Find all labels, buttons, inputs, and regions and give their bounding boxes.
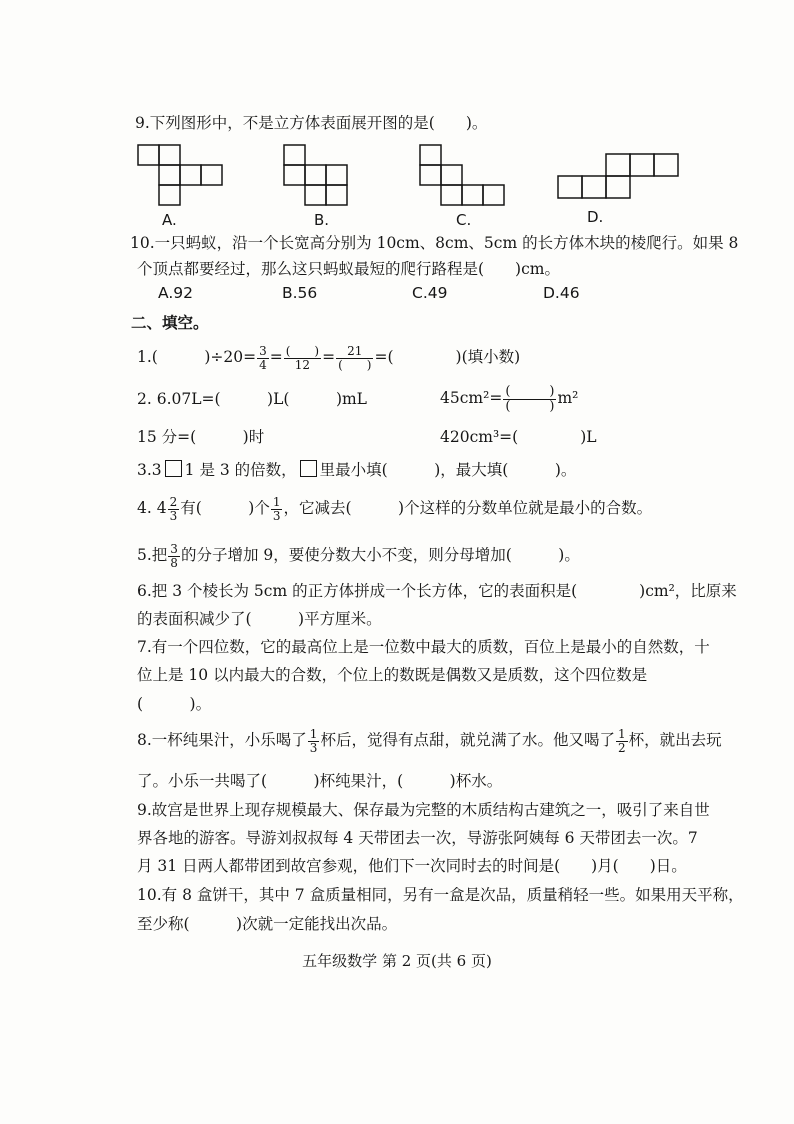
fill-4-mid: 有( )个 xyxy=(180,499,270,518)
fill-8-line2: 了。小乐一共喝了( )杯纯果汁，( )杯水。 xyxy=(137,772,503,790)
fill-5-post: 的分子增加 9，要使分数大小不变，则分母增加( )。 xyxy=(180,546,580,565)
fill-1-start: 1.( )÷20= xyxy=(137,348,257,367)
fill-8-mid: 杯后，觉得有点甜，就兑满了水。他又喝了 xyxy=(320,731,615,750)
fill-2b-pre: 45cm²= xyxy=(440,389,503,408)
fill-3-mid1: 1 是 3 的倍数， xyxy=(184,461,297,479)
fill-4-post: ，它减去( )个这样的分数单位就是最小的合数。 xyxy=(283,499,653,518)
q10-option-a: A.92 xyxy=(158,284,193,302)
fill-2d: 420cm³=( )L xyxy=(440,428,597,446)
fill-9-line2: 界各地的游客。导游刘叔叔每 4 天带团去一次，导游张阿姨每 6 天带团去一次。7 xyxy=(137,829,698,847)
option-c-label: C. xyxy=(456,211,472,229)
blank-box xyxy=(165,460,182,477)
fill-6-line1: 6.把 3 个棱长为 5cm 的正方体拼成一个长方体，它的表面积是( )cm²，比原来 xyxy=(137,582,737,600)
q10-option-b: B.56 xyxy=(282,284,318,302)
fill-2b-frac-den: ( ) xyxy=(505,398,555,414)
option-a-label: A. xyxy=(162,211,177,229)
q10-line1: 10.一只蚂蚁，沿一个长宽高分别为 10cm、8cm、5cm 的长方体木块的棱爬行。如果 8 xyxy=(130,234,739,252)
fill-3 xyxy=(137,460,576,479)
fill-4-frac1-den: 3 xyxy=(169,508,178,523)
fill-5-frac-num: 3 xyxy=(170,542,178,556)
fill-8-line1 xyxy=(137,728,722,754)
fill-4-frac1-num: 2 xyxy=(169,495,178,509)
fill-8-post: 杯，就出去玩 xyxy=(628,731,722,750)
section-2-heading: 二、填空。 xyxy=(131,314,209,332)
fill-4 xyxy=(137,496,652,522)
fill-5-frac-3-8 xyxy=(168,543,180,569)
fill-7-line2: 位上是 10 以内最大的合数，个位上的数既是偶数又是质数，这个四位数是 xyxy=(137,666,648,684)
fill-7-line3: ( )。 xyxy=(137,695,212,713)
fill-5-pre: 5.把 xyxy=(137,546,168,565)
fill-8-frac2-num: 1 xyxy=(617,727,626,741)
option-d-label: D. xyxy=(587,208,604,226)
fill-2b-unit: m² xyxy=(557,389,579,408)
fill-8-frac1-den: 3 xyxy=(309,740,318,755)
fill-1-frac1-den: 4 xyxy=(259,357,267,372)
fill-8-frac2-den: 2 xyxy=(617,740,626,755)
fill-2b-frac-num: ( ) xyxy=(505,384,555,399)
option-b-net-figure xyxy=(284,145,374,210)
fill-5 xyxy=(137,543,580,569)
option-b-label: B. xyxy=(314,211,330,229)
q10-option-c: C.49 xyxy=(412,284,448,302)
fill-4-frac2-den: 3 xyxy=(272,508,281,523)
option-a-net-figure xyxy=(138,145,228,210)
fill-1-eq1: = xyxy=(269,348,283,367)
fill-1-frac-blank-12 xyxy=(284,345,321,371)
fill-6-line2: 的表面积减少了( )平方厘米。 xyxy=(137,610,382,628)
fill-10-line1: 10.有 8 盒饼干，其中 7 盒质量相同，另有一盒是次品，质量稍轻一些。如果用天平称， xyxy=(137,886,744,904)
fill-1-frac3-den: ( ) xyxy=(338,357,372,372)
option-c-net-figure xyxy=(420,145,510,210)
fill-1-frac1-num: 3 xyxy=(259,344,267,358)
fill-10-line2: 至少称( )次就一定能找出次品。 xyxy=(137,915,398,933)
q10-option-d: D.46 xyxy=(543,284,580,302)
fill-4-frac2-num: 1 xyxy=(272,495,281,509)
blank-box xyxy=(300,460,317,477)
fill-4-frac-2-3 xyxy=(168,496,180,522)
fill-1-frac-21-blank xyxy=(336,345,373,371)
fill-1-eq2: = xyxy=(322,348,336,367)
page-footer: 五年级数学 第 2 页(共 6 页) xyxy=(302,952,492,970)
fill-9-line1: 9.故宫是世界上现存规模最大、保存最为完整的木质结构古建筑之一，吸引了来自世 xyxy=(137,801,710,819)
fill-3-mid2: 里最小填( )，最大填( )。 xyxy=(319,461,577,479)
fill-3-pre: 3.3 xyxy=(137,461,162,479)
fill-8-frac-1-2 xyxy=(616,728,628,754)
option-d-net-figure xyxy=(558,154,683,204)
fill-7-line1: 7.有一个四位数，它的最高位上是一位数中最大的质数，百位上是最小的自然数，十 xyxy=(137,638,710,656)
fill-1-frac3-num: 21 xyxy=(336,345,373,359)
q9-stem: 9.下列图形中，不是立方体表面展开图的是( )。 xyxy=(135,114,488,132)
fill-4-frac-1-3 xyxy=(271,496,283,522)
fill-1-frac2-den: 12 xyxy=(294,357,311,372)
fill-4-pre: 4. 4 xyxy=(137,499,167,518)
fill-1-frac2-num: ( ) xyxy=(285,344,320,358)
fill-2b-frac xyxy=(503,385,556,413)
fill-9-line3: 月 31 日两人都带团到故宫参观，他们下一次同时去的时间是( )月( )日。 xyxy=(137,857,687,875)
fill-2a: 2. 6.07L=( )L( )mL xyxy=(137,390,367,408)
fill-1-frac-3-4 xyxy=(257,345,269,371)
fill-8-frac-1-3 xyxy=(308,728,320,754)
fill-1-tail: =( )(填小数) xyxy=(374,348,521,367)
fill-8-frac1-num: 1 xyxy=(309,727,318,741)
q10-line2: 个顶点都要经过，那么这只蚂蚁最短的爬行路程是( )cm。 xyxy=(137,260,560,278)
fill-5-frac-den: 8 xyxy=(170,555,178,570)
fill-2b xyxy=(440,385,578,413)
fill-1 xyxy=(137,345,520,371)
fill-2c: 15 分=( )时 xyxy=(137,428,265,446)
fill-8-pre: 8.一杯纯果汁，小乐喝了 xyxy=(137,731,307,750)
